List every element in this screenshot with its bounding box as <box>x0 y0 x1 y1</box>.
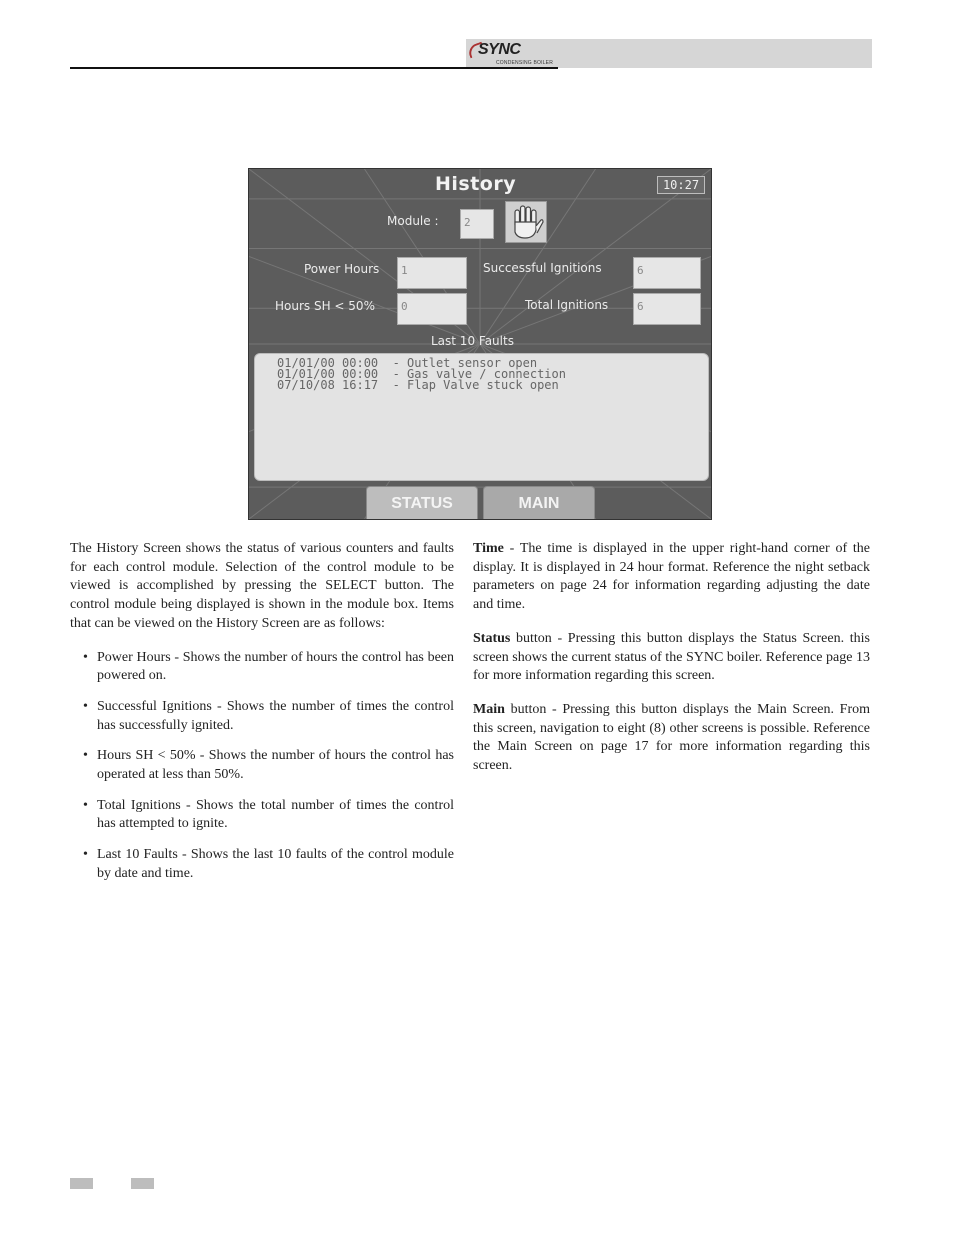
hours-sh-label: Hours SH < 50% <box>275 299 375 313</box>
screen-title: History <box>435 173 517 195</box>
bullet-icon: • <box>83 698 88 714</box>
fault-line: 01/01/00 00:00 - Gas valve / connection <box>277 367 566 381</box>
select-hand-button[interactable] <box>505 201 547 243</box>
faults-list <box>254 353 709 481</box>
bullet-icon: • <box>83 797 88 813</box>
list-item-text: Hours SH < 50% - Shows the number of hours the control has operated at less than 50%. <box>97 748 454 783</box>
list-item <box>70 649 454 686</box>
hand-icon <box>506 202 546 242</box>
sync-logo <box>468 40 560 68</box>
history-items-list <box>70 649 454 884</box>
intro-paragraph: The History Screen shows the status of various counters and faults for each control module. Selection of the control module to be viewed is accomplished by pressing the SELECT button. The control module being displayed is shown in the module box. Items that can be viewed on the History Screen are as follows: <box>70 541 454 631</box>
module-label: Module : <box>387 214 439 228</box>
bullet-icon: • <box>83 649 88 665</box>
logo-main-text: SYNC <box>478 41 521 58</box>
fault-line: 01/01/00 00:00 - Outlet sensor open <box>277 356 538 370</box>
footer-box-left <box>70 1178 93 1189</box>
bullet-icon: • <box>83 748 88 764</box>
fault-line: 07/10/08 16:17 - Flap Valve stuck open <box>277 378 559 392</box>
power-hours-field: 1 <box>397 257 467 289</box>
status-term: Status <box>473 630 511 646</box>
successful-ignitions-field: 6 <box>633 257 701 289</box>
list-item-text: Last 10 Faults - Shows the last 10 faults of the control module by date and time. <box>97 847 454 881</box>
time-display: 10:27 <box>657 176 705 194</box>
right-column <box>473 540 870 791</box>
bullet-icon: • <box>83 847 88 863</box>
time-text: - The time is displayed in the upper right-hand corner of the display. It is displayed in 24 hour format. Reference the night setback parameters on page 24 for information regarding adjusting the date and time. <box>473 541 870 613</box>
list-item <box>70 747 454 784</box>
status-text: button - Pressing this button displays the Status Screen. this screen shows the current status of the SYNC boiler. Reference page 13 for more information regarding this screen. <box>473 630 870 684</box>
time-term: Time <box>473 541 504 556</box>
status-paragraph <box>473 630 870 686</box>
total-ignitions-label: Total Ignitions <box>525 298 609 312</box>
list-item-text: Power Hours - Shows the number of hours the control has been powered on. <box>97 649 454 684</box>
list-item-text: Total Ignitions - Shows the total number of times the control has attempted to ignite. <box>97 797 454 832</box>
main-button[interactable]: MAIN <box>483 486 595 520</box>
list-item-text: Successful Ignitions - Shows the number of times the control has successfully ignited. <box>97 698 454 733</box>
total-ignitions-field: 6 <box>633 293 701 325</box>
hours-sh-field: 0 <box>397 293 467 325</box>
footer-box-right <box>131 1178 154 1189</box>
faults-title: Last 10 Faults <box>431 334 514 348</box>
power-hours-label: Power Hours <box>304 262 380 276</box>
time-paragraph <box>473 540 870 615</box>
list-item <box>70 797 454 834</box>
list-item <box>70 698 454 735</box>
list-item <box>70 846 454 883</box>
left-column <box>70 540 454 896</box>
logo-sub-text: CONDENSING BOILER <box>496 60 554 66</box>
main-term: Main <box>473 701 505 717</box>
module-box[interactable]: 2 <box>460 209 494 239</box>
main-paragraph <box>473 701 870 776</box>
successful-ignitions-label: Successful Ignitions <box>483 261 602 275</box>
history-screen-image <box>248 168 712 520</box>
status-button[interactable]: STATUS <box>366 486 478 520</box>
main-text: button - Pressing this button displays the Main Screen. From this screen, navigation to eight (8) other screens is possible. Reference the Main Screen on page 17 for more information regarding this screen. <box>473 701 870 774</box>
